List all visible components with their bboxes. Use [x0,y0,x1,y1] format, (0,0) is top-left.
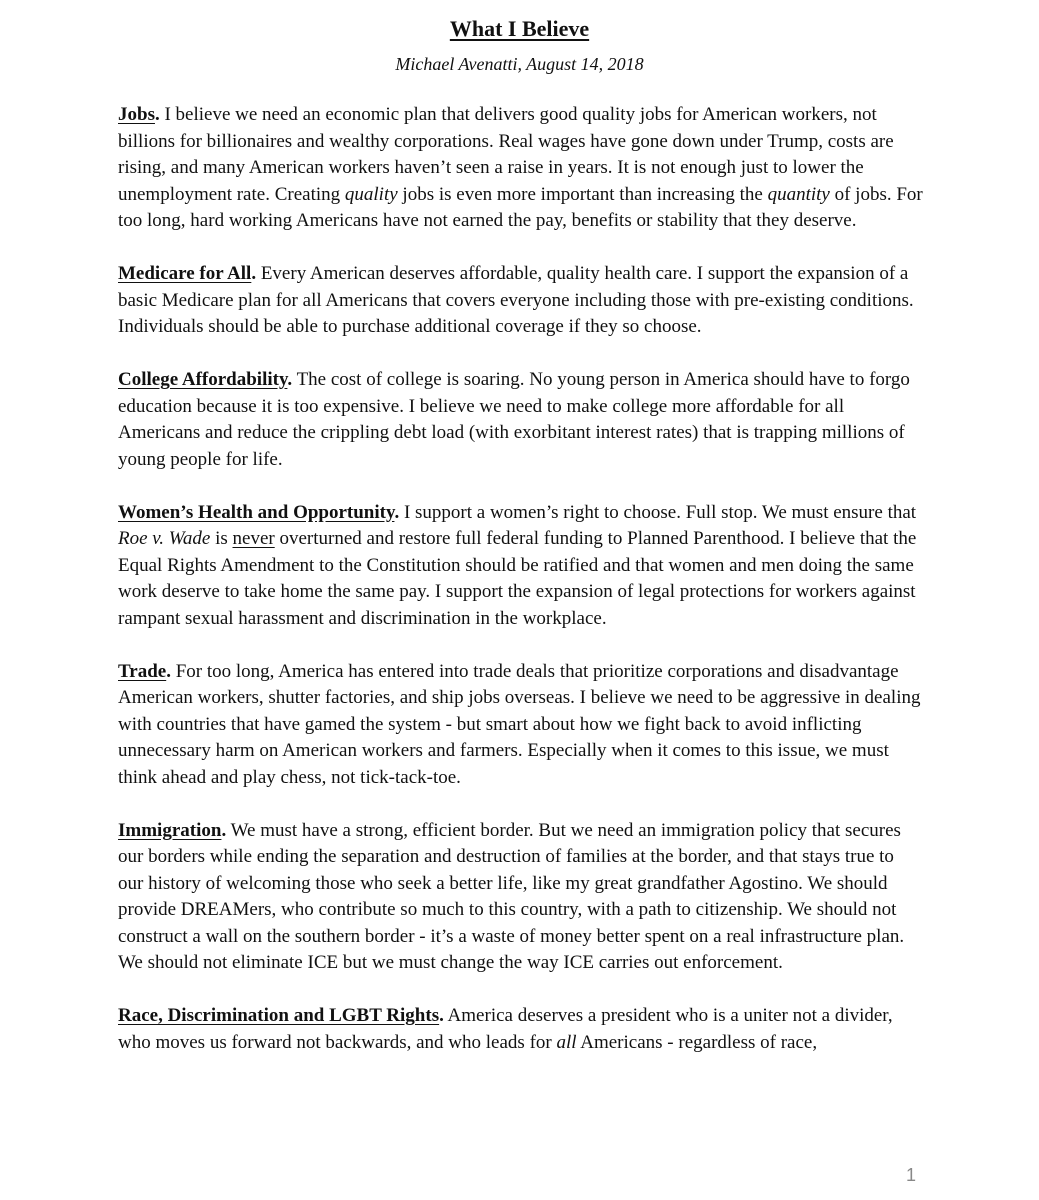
section-trade: Trade. For too long, America has entered into trade deals that prioritize corporations and disadvantage American workers, shutter factories, and ship jobs overseas. I believe we need to be aggressive in dealing with countries that have gamed the system - but smart about how we fight back to avoid inflicting unnecessary harm on American workers and farmers. Especially when it comes to this issue, we must think ahead and play chess, not tick-tack-toe. [118,660,921,788]
section-immigration: Immigration. We must have a strong, efficient border. But we need an immigration policy that secures our borders while ending the separation and destruction of families at the border, and that stays true to our history of welcoming those who seek a better life, like my great grandfather Agostino. We should provide DREAMers, who contribute so much to this country, with a path to citizenship. We should not construct a wall on the southern border - it’s a waste of money better spent on a real infrastructure plan. We should not eliminate ICE but we must change the way ICE carries out enforcement. [118,819,905,973]
section-medicare: Medicare for All. Every American deserves affordable, quality health care. I support the expansion of a basic Medicare plan for all Americans that covers everyone including those with pre-existing conditions. Individuals should be able to purchase additional coverage if they so choose. [118,263,914,337]
page-title: What I Believe [449,16,590,41]
section-heading-college: College Affordability [118,369,288,390]
section-college: College Affordability. The cost of college is soaring. No young person in America should have to forgo education because it is too expensive. I believe we need to make college more affordable for all Americans and reduce the crippling debt load (with exorbitant interest rates) that is trapping millions of young people for life. [118,369,910,470]
page-subtitle: Michael Avenatti, August 14, 2018 [395,54,644,74]
page-number: 1 [906,1165,917,1185]
section-heading-medicare: Medicare for All [118,263,252,284]
section-heading-immigration: Immigration [118,819,222,841]
section-heading-women: Women’s Health and Opportunity [118,501,395,523]
section-women: Women’s Health and Opportunity. I support a women’s right to choose. Full stop. We must ensure that Roe v. Wade is never overturned and restore full federal funding to Planned Parenthood. I believe that the Equal Rights Amendment to the Constitution should be ratified and that women and men doing the same work deserve to take home the same pay. I support the expansion of legal protections for workers against rampant sexual harassment and discrimination in the workplace. [118,501,917,629]
document-body [118,102,923,1083]
section-heading-trade: Trade [118,660,167,682]
section-heading-race: Race, Discrimination and LGBT Rights [118,1005,440,1026]
section-jobs: Jobs. I believe we need an economic plan that delivers good quality jobs for American workers, not billions for billionaires and wealthy corporations. Real wages have gone down under Trump, costs are rising, and many American workers haven’t seen a raise in years. It is not enough just to lower the unemployment rate. Creating quality jobs is even more important than increasing the quantity of jobs. For too long, hard working Americans have not earned the pay, benefits or stability that they deserve. [118,104,923,231]
section-heading-jobs: Jobs [118,104,155,125]
section-race: Race, Discrimination and LGBT Rights. America deserves a president who is a uniter not a divider, who moves us forward not backwards, and who leads for all Americans - regardless of race, [118,1005,893,1053]
